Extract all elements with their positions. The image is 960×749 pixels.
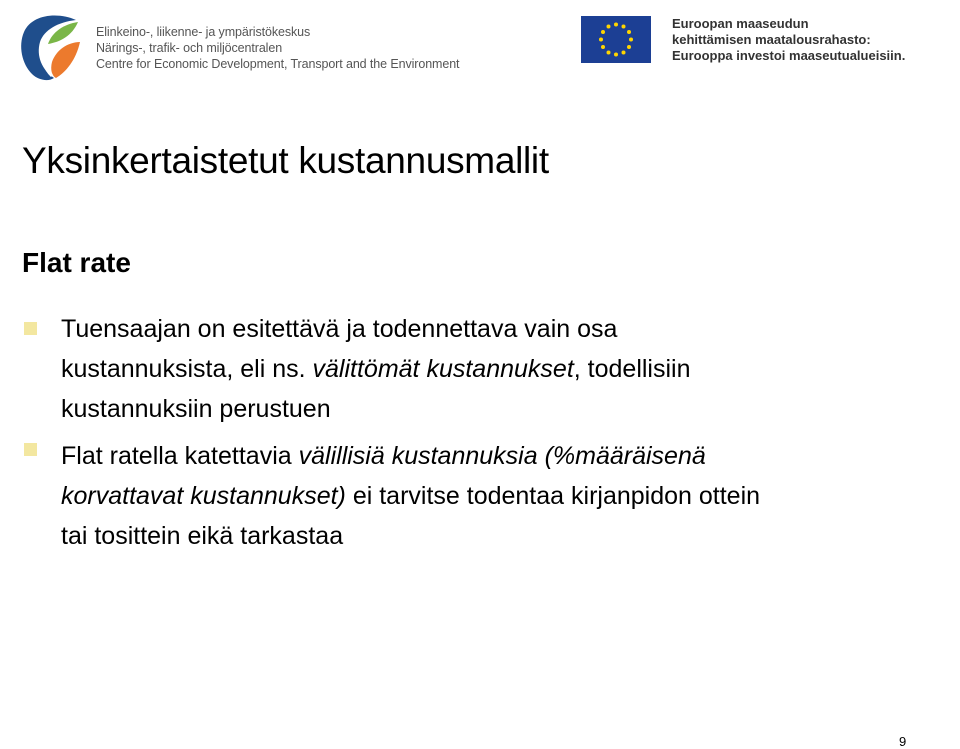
ely-name-english: Centre for Economic Development, Transport and the Environment [96,57,460,71]
eu-fund-line-3: Eurooppa investoi maaseutualueisiin. [672,48,906,63]
bullet-line [61,349,960,389]
ely-centre-name [96,24,459,72]
bullet-line: kustannuksiin perustuen [61,395,331,423]
bullet-text [61,436,960,556]
eu-fund-line-1: Euroopan maaseudun [672,16,809,31]
italic-text-run: välittömät kustannukset [312,355,574,383]
ely-name-swedish: Närings-, trafik- och miljöcentralen [96,41,283,55]
text-run: Flat ratella katettavia [61,442,299,470]
slide-title: Yksinkertaistetut kustannusmallit [22,140,549,181]
italic-text-run: välillisiä kustannuksia (%määräisenä [298,442,706,470]
bullet-text [61,309,960,429]
square-bullet-icon [24,443,37,456]
bullet-line [61,436,960,476]
text-run: , todellisiin [573,355,691,383]
bullet-line: tai tosittein eikä tarkastaa [61,522,344,550]
eu-fund-line-2: kehittämisen maatalousrahasto: [672,32,871,47]
eu-flag-icon [581,16,651,63]
italic-text-run: korvattavat kustannukset) [61,482,346,510]
ely-centre-logo [18,12,84,82]
ely-name-finnish: Elinkeino-, liikenne- ja ympäristökeskus [96,25,311,39]
slide-subtitle: Flat rate [22,247,131,278]
eu-fund-text [672,16,905,64]
text-run: kustannuksista, eli ns. [61,355,313,383]
text-run: ei tarvitse todentaa kirjanpidon ottein [345,482,761,510]
square-bullet-icon [24,322,37,335]
page-number: 9 [899,734,907,749]
slide-header [0,0,960,95]
bullet-line: Tuensaajan on esitettävä ja todennettava vain osa [61,315,618,343]
bullet-line [61,476,960,516]
